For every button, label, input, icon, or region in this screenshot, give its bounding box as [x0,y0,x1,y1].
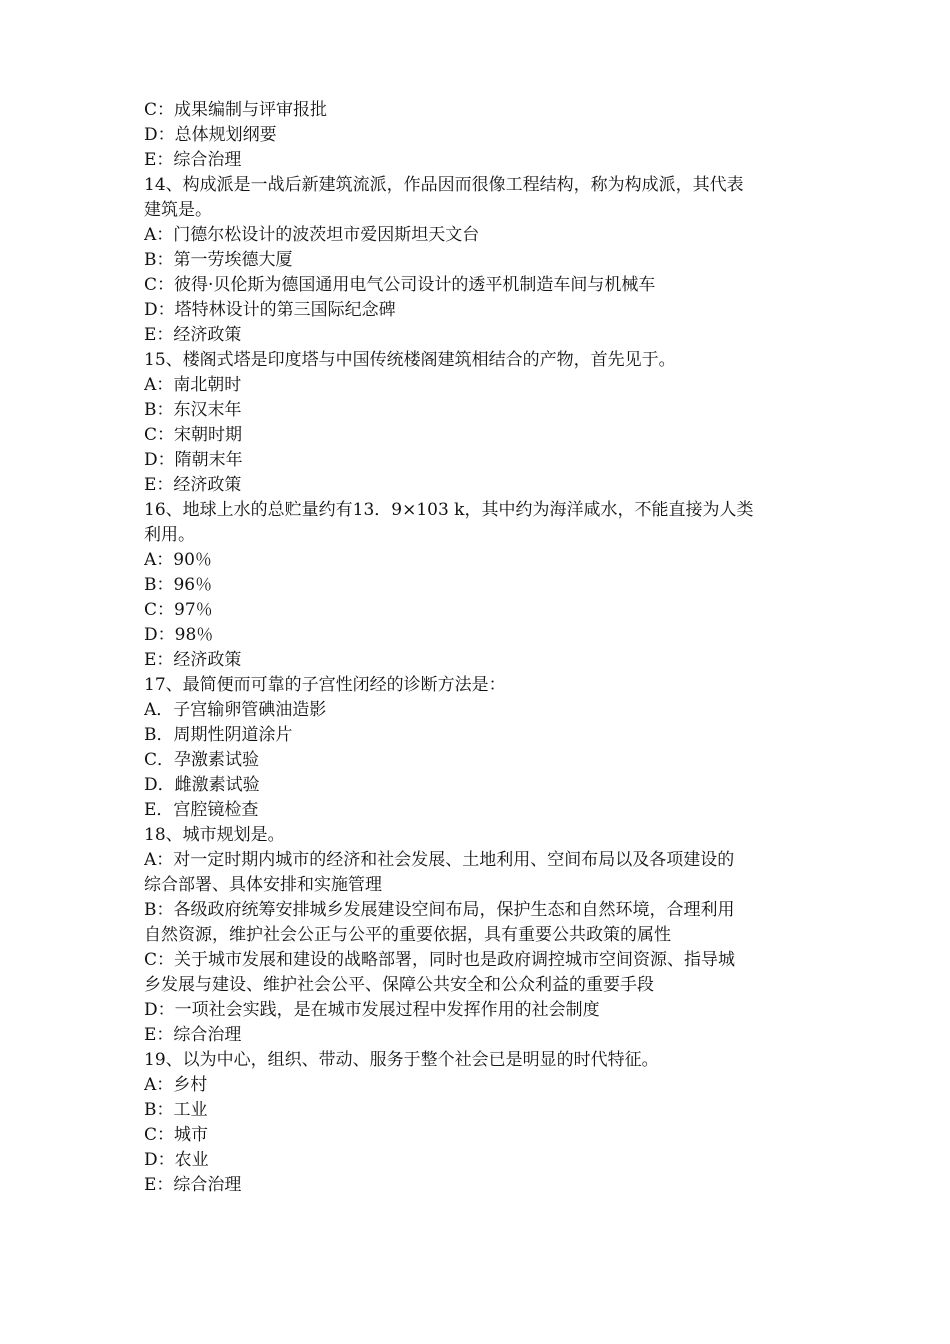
text-line: 综合部署、具体安排和实施管理 [144,875,382,895]
text-line: B．周期性阴道涂片 [144,725,293,745]
text-line: B：第一劳埃德大厦 [144,250,293,270]
question-17-line: 17、最简便而可靠的子宫性闭经的诊断方法是： [144,675,506,695]
text-line: B：工业 [144,1100,208,1120]
text-line: D：98％ [144,625,214,645]
text-line: D：农业 [144,1150,209,1170]
text-line: E：经济政策 [144,475,242,495]
text-line: A．子宫输卵管碘油造影 [144,700,327,720]
text-line: E：经济政策 [144,325,242,345]
text-line: C：宋朝时期 [144,425,243,445]
text-line: B：各级政府统筹安排城乡发展建设空间布局，保护生态和自然环境，合理利用 [144,900,735,920]
text-line: C：彼得·贝伦斯为德国通用电气公司设计的透平机制造车间与机械车 [144,275,656,295]
text-line: D：塔特林设计的第三国际纪念碑 [144,300,396,320]
text-line: A：乡村 [144,1075,208,1095]
text-line: 乡发展与建设、维护社会公平、保障公共安全和公众利益的重要手段 [144,975,654,995]
text-line: C：97％ [144,600,213,620]
text-line: E．宫腔镜检查 [144,800,259,820]
text-line: D：总体规划纲要 [144,125,277,145]
text-line: D：一项社会实践，是在城市发展过程中发挥作用的社会制度 [144,1000,600,1020]
question-18-line: 18、城市规划是。 [144,825,285,845]
text-line: D．雌激素试验 [144,775,260,795]
text-line: E：综合治理 [144,150,242,170]
text-line: B：96％ [144,575,213,595]
document-page [144,98,820,1198]
text-line: C：城市 [144,1125,209,1145]
text-line: C：关于城市发展和建设的战略部署，同时也是政府调控城市空间资源、指导城 [144,950,736,970]
text-line: C．孕激素试验 [144,750,260,770]
question-14-line: 14、构成派是一战后新建筑流派，作品因而很像工程结构，称为构成派，其代表 [144,175,744,195]
question-15-line: 15、楼阁式塔是印度塔与中国传统楼阁建筑相结合的产物，首先见于。 [144,350,676,370]
text-line: A：南北朝时 [144,375,242,395]
text-line: A：90％ [144,550,212,570]
text-line: 自然资源，维护社会公正与公平的重要依据，具有重要公共政策的属性 [144,925,671,945]
question-16-line: 16、地球上水的总贮量约有13．9×103 k，其中约为海洋咸水，不能直接为人类 [144,500,754,520]
text-line: A：对一定时期内城市的经济和社会发展、土地利用、空间布局以及各项建设的 [144,850,735,870]
text-line: E：经济政策 [144,650,242,670]
text-line: D：隋朝末年 [144,450,243,470]
text-line: 利用。 [144,525,195,545]
text-line: B：东汉末年 [144,400,242,420]
question-19-line: 19、以为中心，组织、带动、服务于整个社会已是明显的时代特征。 [144,1050,659,1070]
text-line: C：成果编制与评审报批 [144,100,328,120]
text-line: 建筑是。 [144,200,212,220]
text-line: E：综合治理 [144,1025,242,1045]
text-line: E：综合治理 [144,1175,242,1195]
text-line: A：门德尔松设计的波茨坦市爱因斯坦天文台 [144,225,480,245]
